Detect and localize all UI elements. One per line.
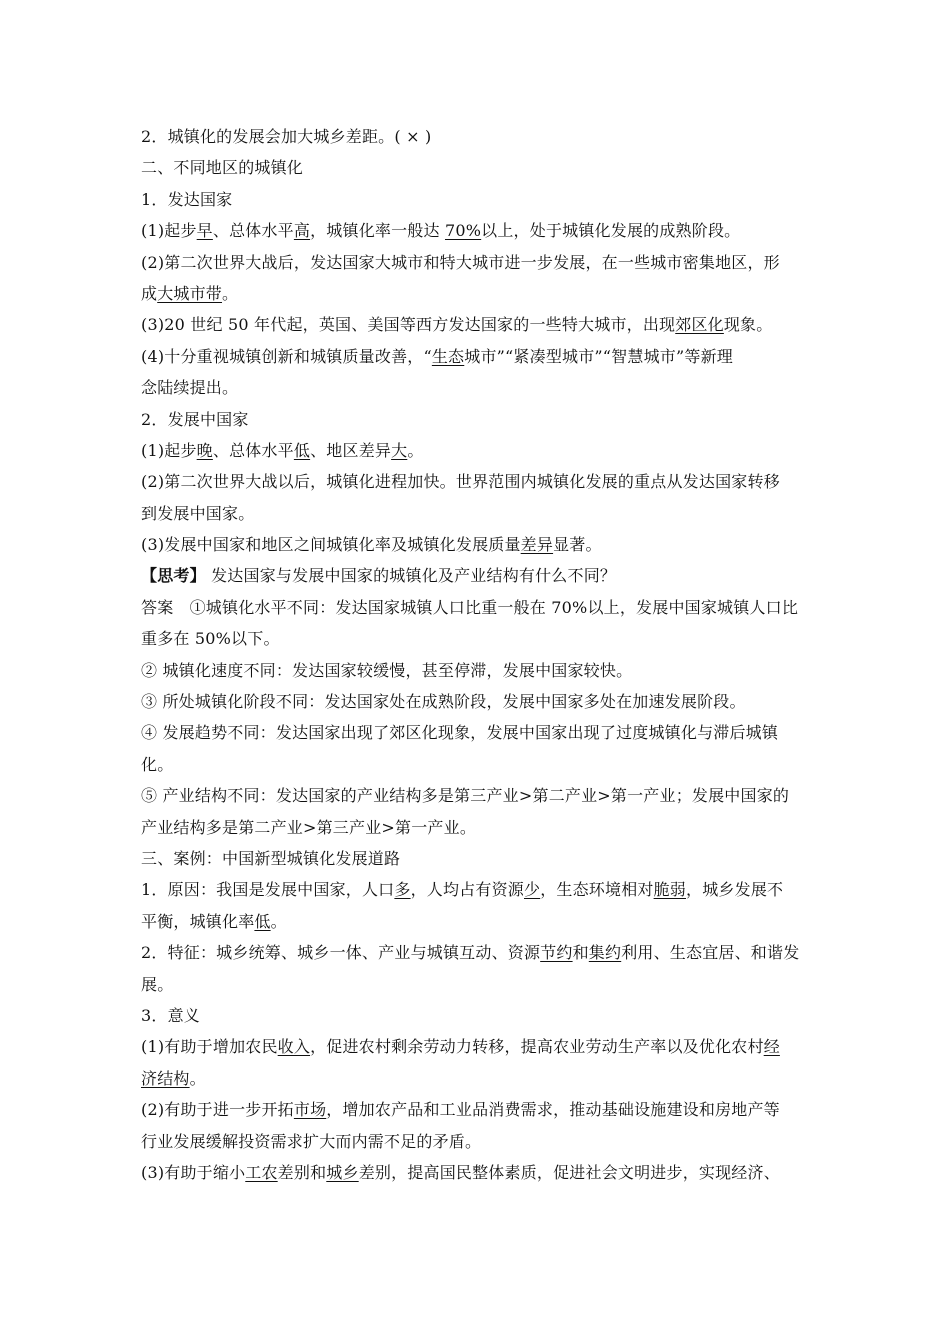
text-line	[141, 184, 811, 215]
text-line	[141, 1000, 811, 1031]
think-label: 【思考】	[141, 566, 206, 586]
text-segment: 利用、生态宜居、和谐发	[621, 943, 800, 963]
text-segment: 。	[407, 440, 424, 460]
text-segment: (3)20 世纪 50 年代起，英国、美国等西方发达国家的一些特大城市，出现	[141, 315, 676, 335]
text-segment: 、总体水平	[212, 221, 294, 241]
text-segment: 2．特征：城乡统筹、城乡一体、产业与城镇互动、资源	[141, 943, 541, 963]
underlined-answer: 多	[394, 880, 411, 900]
text-line	[141, 529, 811, 560]
text-segment: 和	[572, 943, 589, 963]
text-line	[141, 372, 811, 403]
text-line	[141, 435, 811, 466]
text-line	[141, 843, 811, 874]
text-segment: 差别，提高国民整体素质，促进社会文明进步，实现经济、	[358, 1162, 780, 1182]
text-segment: 重多在 50%以下。	[141, 629, 280, 649]
text-line	[141, 1126, 811, 1157]
text-line	[141, 1031, 811, 1062]
text-segment: 。	[222, 283, 239, 303]
underlined-answer: 市场	[293, 1100, 327, 1120]
text-line	[141, 247, 811, 278]
text-segment: 二、不同地区的城镇化	[141, 158, 304, 178]
text-line	[141, 906, 811, 937]
text-line	[141, 937, 811, 968]
text-line	[141, 1063, 811, 1094]
underlined-answer: 济结构	[141, 1068, 190, 1088]
text-segment: 三、案例：中国新型城镇化发展道路	[141, 848, 401, 868]
text-line	[141, 1157, 811, 1188]
text-line	[141, 749, 811, 780]
text-segment: ⑤ 产业结构不同：发达国家的产业结构多是第三产业>第二产业>第一产业；发展中国家的	[141, 786, 790, 806]
text-segment: (1)起步	[141, 221, 197, 241]
text-segment: 3．意义	[141, 1005, 200, 1025]
text-segment: 2．城镇化的发展会加大城乡差距。( × )	[141, 127, 432, 146]
underlined-answer: 收入	[277, 1037, 311, 1057]
text-segment: (1)有助于增加农民	[141, 1037, 278, 1057]
text-line	[141, 717, 811, 748]
text-line	[141, 969, 811, 1000]
text-segment: ，促进农村剩余劳动力转移，提高农业劳动生产率以及优化农村	[310, 1037, 764, 1057]
underlined-answer: 脆弱	[653, 880, 687, 900]
text-segment: (3)发展中国家和地区之间城镇化率及城镇化发展质量	[141, 535, 521, 555]
text-segment: 现象。	[723, 315, 773, 335]
text-segment: 发达国家与发展中国家的城镇化及产业结构有什么不同？	[205, 566, 617, 586]
text-segment: ③ 所处城镇化阶段不同：发达国家处在成熟阶段，发展中国家多处在加速发展阶段。	[141, 692, 746, 712]
text-segment: 、总体水平	[212, 440, 294, 460]
text-segment: 产业结构多是第二产业>第三产业>第一产业。	[141, 817, 477, 837]
text-segment: 差别和	[277, 1162, 327, 1182]
text-line	[141, 215, 811, 246]
underlined-answer: 低	[254, 911, 271, 931]
text-line	[141, 655, 811, 686]
underlined-answer: 70%	[444, 221, 482, 241]
text-line	[141, 404, 811, 435]
underlined-answer: 晚	[196, 440, 213, 460]
text-segment: 到发展中国家。	[141, 503, 255, 523]
text-segment: ，人均占有资源	[410, 880, 524, 900]
text-line	[141, 686, 811, 717]
text-segment: 1．发达国家	[141, 189, 233, 209]
text-segment: 。	[270, 911, 287, 931]
text-segment: 答案 ①城镇化水平不同：发达国家城镇人口比重一般在 70%以上，发展中国家城镇人口比	[141, 597, 799, 617]
text-segment: ② 城镇化速度不同：发达国家较缓慢，甚至停滞，发展中国家较快。	[141, 660, 633, 680]
text-segment: (2)第二次世界大战后，发达国家大城市和特大城市进一步发展，在一些城市密集地区，形	[141, 252, 780, 272]
text-segment: ，增加农产品和工业品消费需求，推动基础设施建设和房地产等	[326, 1100, 780, 1120]
text-segment: 2．发展中国家	[141, 409, 249, 429]
text-segment: 以上，处于城镇化发展的成熟阶段。	[481, 221, 741, 241]
underlined-answer: 经	[763, 1037, 780, 1057]
underlined-answer: 大	[391, 440, 408, 460]
text-line	[141, 874, 811, 905]
text-line	[141, 623, 811, 654]
text-segment: (2)第二次世界大战以后，城镇化进程加快。世界范围内城镇化发展的重点从发达国家转移	[141, 472, 780, 492]
document-page	[141, 121, 811, 1188]
text-segment: ④ 发展趋势不同：发达国家出现了郊区化现象，发展中国家出现了过度城镇化与滞后城镇	[141, 723, 779, 743]
underlined-answer: 郊区化	[675, 315, 724, 335]
text-segment: 展。	[141, 974, 174, 994]
text-line	[141, 560, 811, 591]
text-segment: 化。	[141, 754, 174, 774]
text-segment: (1)起步	[141, 440, 197, 460]
underlined-answer: 早	[196, 221, 213, 241]
text-line	[141, 812, 811, 843]
underlined-answer: 工农	[245, 1162, 278, 1182]
text-line	[141, 152, 811, 183]
underlined-answer: 少	[524, 880, 541, 900]
text-line	[141, 341, 811, 372]
underlined-answer: 高	[293, 221, 311, 241]
text-segment: 平衡，城镇化率	[141, 911, 255, 931]
underlined-answer: 低	[293, 440, 311, 460]
underlined-answer: 城乡	[326, 1162, 359, 1182]
underlined-answer: 大城市带	[157, 283, 223, 303]
text-line	[141, 309, 811, 340]
text-line	[141, 466, 811, 497]
text-segment: (3)有助于缩小	[141, 1162, 246, 1182]
text-segment: 、地区差异	[310, 440, 392, 460]
text-line	[141, 780, 811, 811]
text-segment: (4)十分重视城镇创新和城镇质量改善，“	[141, 346, 432, 366]
underlined-answer: 生态	[431, 346, 465, 366]
text-segment: 城市”“紧凑型城市”“智慧城市”等新理	[464, 346, 733, 366]
text-segment: 成	[141, 283, 158, 303]
text-segment: ，城镇化率一般达	[310, 221, 445, 241]
text-segment: 念陆续提出。	[141, 378, 239, 398]
text-segment: ，生态环境相对	[540, 880, 654, 900]
text-segment: 1．原因：我国是发展中国家，人口	[141, 880, 395, 900]
text-segment: (2)有助于进一步开拓	[141, 1100, 294, 1120]
text-line	[141, 278, 811, 309]
text-segment: 。	[189, 1068, 206, 1088]
underlined-answer: 差异	[520, 535, 554, 555]
text-line	[141, 498, 811, 529]
text-line	[141, 1094, 811, 1125]
text-segment: 显著。	[553, 535, 602, 555]
underlined-answer: 节约	[540, 943, 573, 963]
text-line	[141, 121, 811, 152]
text-segment: ，城乡发展不	[686, 880, 784, 900]
text-segment: 行业发展缓解投资需求扩大而内需不足的矛盾。	[141, 1131, 482, 1151]
underlined-answer: 集约	[588, 943, 622, 963]
text-line	[141, 592, 811, 623]
